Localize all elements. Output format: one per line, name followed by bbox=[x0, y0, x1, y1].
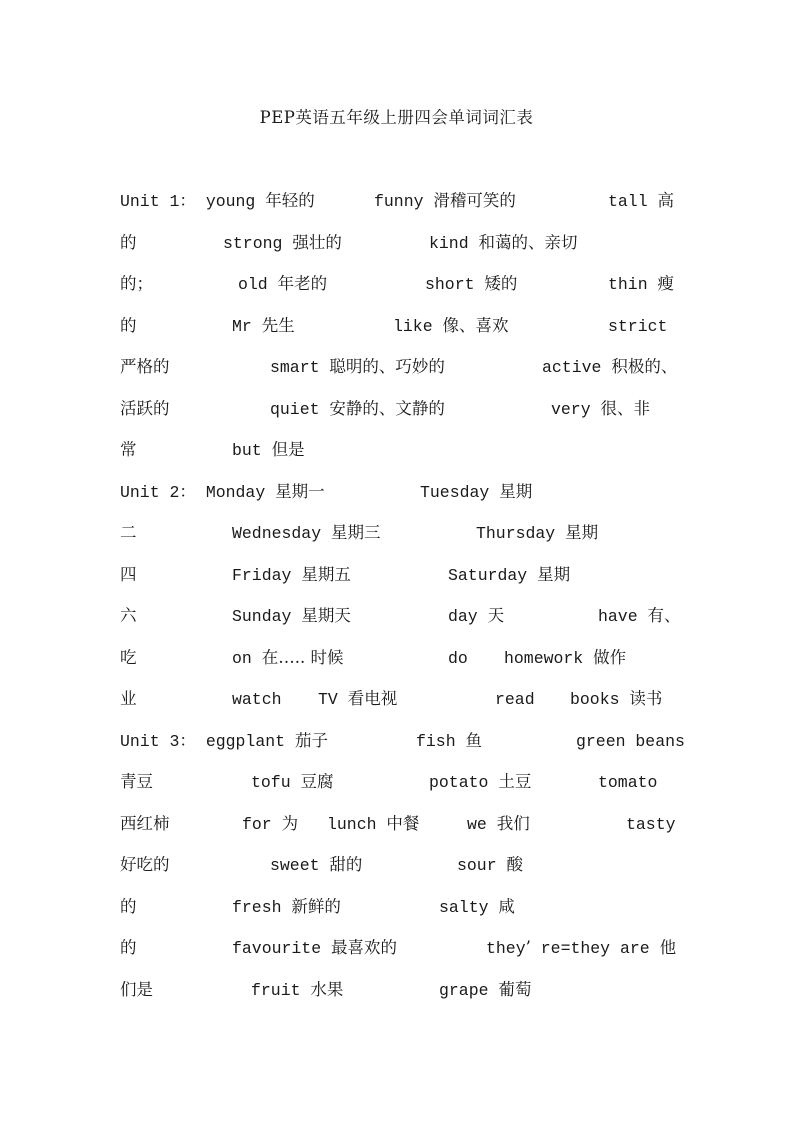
vocab-entry: watch bbox=[232, 690, 282, 709]
vocab-entry: homework 做作 bbox=[504, 648, 627, 668]
vocab-entry: strong 强壮的 bbox=[223, 233, 342, 253]
vocab-line bbox=[0, 355, 793, 379]
vocab-line bbox=[0, 397, 793, 421]
vocab-entry: grape 葡萄 bbox=[439, 980, 532, 1000]
vocab-entry: fruit 水果 bbox=[251, 980, 344, 1000]
vocab-entry: 活跃的 bbox=[120, 399, 170, 418]
vocab-entry: 常 bbox=[120, 440, 137, 459]
vocab-line bbox=[0, 521, 793, 545]
vocab-entry: have 有、 bbox=[598, 606, 681, 626]
vocab-entry: 们是 bbox=[120, 980, 153, 999]
vocab-entry: thin 瘦 bbox=[608, 274, 675, 294]
vocab-line bbox=[0, 853, 793, 877]
vocab-entry: 青豆 bbox=[120, 772, 153, 791]
vocab-entry: 好吃的 bbox=[120, 855, 170, 874]
vocab-entry: like 像、喜欢 bbox=[393, 316, 509, 336]
vocab-entry: Wednesday 星期三 bbox=[232, 523, 381, 543]
vocab-entry: green beans bbox=[576, 732, 685, 751]
vocab-entry: we 我们 bbox=[467, 814, 530, 834]
vocab-entry: Unit 3： eggplant 茄子 bbox=[120, 731, 328, 751]
vocab-entry: day 天 bbox=[448, 606, 505, 626]
vocab-line bbox=[0, 272, 793, 296]
vocab-entry: favourite 最喜欢的 bbox=[232, 938, 398, 958]
vocab-entry: 业 bbox=[120, 689, 137, 708]
vocab-entry: they’ re=they are 他 bbox=[486, 938, 677, 958]
vocab-entry: Mr 先生 bbox=[232, 316, 295, 336]
vocab-entry: fresh 新鲜的 bbox=[232, 897, 341, 917]
vocab-line bbox=[0, 438, 793, 462]
vocab-entry: Tuesday 星期 bbox=[420, 482, 533, 502]
vocab-entry: salty 咸 bbox=[439, 897, 515, 917]
vocab-entry: tomato bbox=[598, 773, 658, 792]
vocab-line bbox=[0, 812, 793, 836]
vocab-entry: fish 鱼 bbox=[416, 731, 483, 751]
vocab-entry: funny 滑稽可笑的 bbox=[374, 191, 516, 211]
vocab-entry: on 在….. 时候 bbox=[232, 648, 344, 668]
vocab-entry: do bbox=[448, 649, 468, 668]
page-title: PEP英语五年级上册四会单词词汇表 bbox=[259, 108, 534, 127]
vocab-entry: 四 bbox=[120, 565, 137, 584]
vocab-entry: Unit 1： young 年轻的 bbox=[120, 191, 315, 211]
vocab-line bbox=[0, 729, 793, 753]
vocab-entry: 严格的 bbox=[120, 357, 170, 376]
vocab-entry: 的 bbox=[120, 897, 137, 916]
vocab-line bbox=[0, 895, 793, 919]
vocab-line bbox=[0, 770, 793, 794]
vocab-entry: kind 和蔼的、亲切 bbox=[429, 233, 578, 253]
vocab-entry: lunch 中餐 bbox=[327, 814, 420, 834]
vocab-entry: strict bbox=[608, 317, 668, 336]
vocab-entry: TV 看电视 bbox=[318, 689, 398, 709]
vocab-line bbox=[0, 646, 793, 670]
vocab-entry: for 为 bbox=[242, 814, 299, 834]
vocab-line bbox=[0, 604, 793, 628]
vocab-line bbox=[0, 936, 793, 960]
vocab-entry: read bbox=[495, 690, 535, 709]
vocab-entry: quiet 安静的、文静的 bbox=[270, 399, 445, 419]
vocab-entry: Unit 2： Monday 星期一 bbox=[120, 482, 325, 502]
vocab-entry: 吃 bbox=[120, 648, 137, 667]
vocab-entry: sour 酸 bbox=[457, 855, 524, 875]
vocab-line bbox=[0, 563, 793, 587]
vocab-entry: 的 bbox=[120, 316, 137, 335]
vocab-entry: smart 聪明的、巧妙的 bbox=[270, 357, 445, 377]
vocab-entry: 二 bbox=[120, 523, 137, 542]
vocab-line bbox=[0, 480, 793, 504]
vocab-entry: potato 土豆 bbox=[429, 772, 532, 792]
vocab-entry: 西红柿 bbox=[120, 814, 170, 833]
vocab-line bbox=[0, 189, 793, 213]
vocab-entry: 六 bbox=[120, 606, 137, 625]
vocab-line bbox=[0, 978, 793, 1002]
vocab-entry: old 年老的 bbox=[238, 274, 328, 294]
vocab-entry: tasty bbox=[626, 815, 676, 834]
vocab-entry: Sunday 星期天 bbox=[232, 606, 351, 626]
vocab-entry: 的； bbox=[120, 274, 153, 293]
vocab-entry: active 积极的、 bbox=[542, 357, 678, 377]
vocab-entry: books 读书 bbox=[570, 689, 663, 709]
vocab-entry: Friday 星期五 bbox=[232, 565, 351, 585]
vocab-line bbox=[0, 231, 793, 255]
vocab-line bbox=[0, 314, 793, 338]
vocab-entry: tall 高 bbox=[608, 191, 675, 211]
vocab-entry: 的 bbox=[120, 233, 137, 252]
vocab-line bbox=[0, 687, 793, 711]
vocab-entry: very 很、非 bbox=[551, 399, 651, 419]
vocab-entry: 的 bbox=[120, 938, 137, 957]
vocab-entry: tofu 豆腐 bbox=[251, 772, 334, 792]
vocab-entry: sweet 甜的 bbox=[270, 855, 363, 875]
vocab-entry: short 矮的 bbox=[425, 274, 518, 294]
vocab-entry: Saturday 星期 bbox=[448, 565, 571, 585]
vocab-entry: but 但是 bbox=[232, 440, 305, 460]
vocab-entry: Thursday 星期 bbox=[476, 523, 599, 543]
